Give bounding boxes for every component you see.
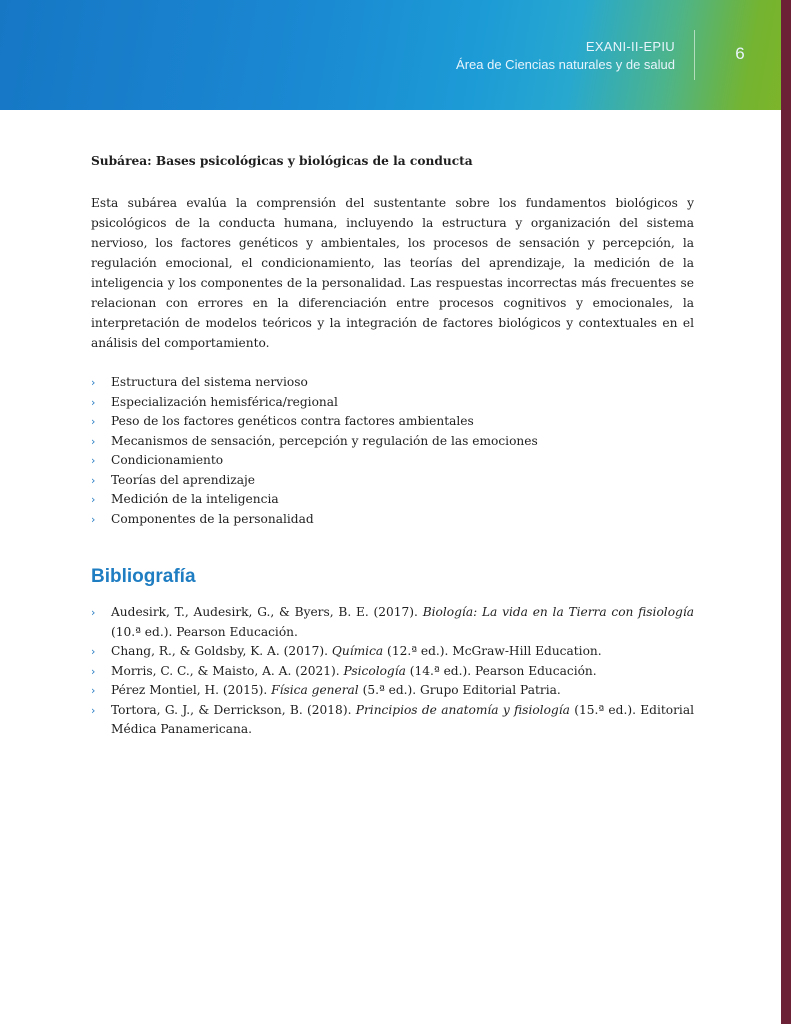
entry-title: Psicología <box>343 663 406 678</box>
area-name: Área de Ciencias naturales y de salud <box>456 57 675 72</box>
topic-list <box>91 373 694 529</box>
entry-publisher: (12.ª ed.). McGraw-Hill Education. <box>383 644 602 658</box>
exam-code: EXANI-II-EPIU <box>585 39 675 54</box>
chevron-right-icon: › <box>91 415 96 428</box>
entry-authors: Chang, R., & Goldsby, K. A. (2017). <box>111 644 332 658</box>
bibliography-title: Bibliografía <box>91 566 196 587</box>
bibliography-list <box>91 603 694 740</box>
subarea-title: Subárea: Bases psicológicas y biológicas de la conducta <box>91 154 473 168</box>
topic-text: Mecanismos de sensación, percepción y regulación de las emociones <box>111 433 538 448</box>
header-divider <box>694 30 695 80</box>
topic-text: Medición de la inteligencia <box>111 492 279 506</box>
page-content <box>91 151 694 740</box>
bibliography-entry <box>91 642 694 662</box>
topic-text: Componentes de la personalidad <box>111 511 314 526</box>
chevron-right-icon: › <box>91 645 96 658</box>
entry-title: Química <box>331 644 384 658</box>
list-item <box>91 373 694 393</box>
topic-text: Peso de los factores genéticos contra factores ambientales <box>111 414 474 428</box>
chevron-right-icon: › <box>91 454 96 467</box>
list-item <box>91 432 694 452</box>
topic-text: Estructura del sistema nervioso <box>111 375 308 389</box>
chevron-right-icon: › <box>91 434 96 448</box>
list-item <box>91 451 694 471</box>
list-item <box>91 510 694 530</box>
chevron-right-icon: › <box>91 493 96 506</box>
entry-title: Biología: La vida en la Tierra con fisiología <box>422 605 694 619</box>
bibliography-entry <box>91 701 694 740</box>
list-item <box>91 393 694 413</box>
chevron-right-icon: › <box>91 512 96 526</box>
entry-publisher: (15.ª ed.). Editorial Médica Panamericana. <box>111 702 694 736</box>
header-title <box>456 38 675 74</box>
entry-publisher: (5.ª ed.). Grupo Editorial Patria. <box>358 683 561 697</box>
chevron-right-icon: › <box>91 473 96 487</box>
entry-publisher: (10.ª ed.). Pearson Educación. <box>111 624 298 639</box>
page-header <box>0 0 791 110</box>
chevron-right-icon: › <box>91 664 96 678</box>
entry-title: Física general <box>271 683 359 697</box>
page-number: 6 <box>735 44 745 63</box>
entry-authors: Tortora, G. J., & Derrickson, B. (2018). <box>111 702 356 717</box>
entry-authors: Pérez Montiel, H. (2015). <box>111 683 272 697</box>
bibliography-entry <box>91 662 694 682</box>
entry-publisher: (14.ª ed.). Pearson Educación. <box>405 663 597 678</box>
list-item <box>91 412 694 432</box>
chevron-right-icon: › <box>91 395 96 409</box>
topic-text: Condicionamiento <box>111 453 224 467</box>
topic-text: Especialización hemisférica/regional <box>111 394 338 409</box>
chevron-right-icon: › <box>91 684 96 697</box>
list-item <box>91 471 694 491</box>
subarea-description: Esta subárea evalúa la comprensión del sustentante sobre los fundamentos biológicos y psicológicos de la conducta humana, incluyendo la estructura y organización del sistema nervioso, los factores genéticos y ambientales, los procesos de sensación y percepción, la regulación emocional, el condicionamiento, las teorías del aprendizaje, la medición de la inteligencia y los componentes de la personalidad. Las respuestas incorrectas más frecuentes se relacionan con errores en la diferenciación entre procesos cognitivos y emocionales, la interpretación de modelos teóricos y la integración de factores biológicos y contextuales en el análisis del comportamiento. <box>91 196 694 350</box>
chevron-right-icon: › <box>91 606 96 619</box>
list-item <box>91 490 694 510</box>
entry-authors: Audesirk, T., Audesirk, G., & Byers, B. E. (2017). <box>111 605 423 619</box>
chevron-right-icon: › <box>91 703 96 717</box>
topic-text: Teorías del aprendizaje <box>111 472 255 487</box>
bibliography-entry <box>91 603 694 642</box>
entry-title: Principios de anatomía y fisiología <box>355 702 570 717</box>
entry-authors: Morris, C. C., & Maisto, A. A. (2021). <box>111 663 344 678</box>
side-color-bar <box>781 0 791 1024</box>
bibliography-entry <box>91 681 694 701</box>
chevron-right-icon: › <box>91 376 96 389</box>
